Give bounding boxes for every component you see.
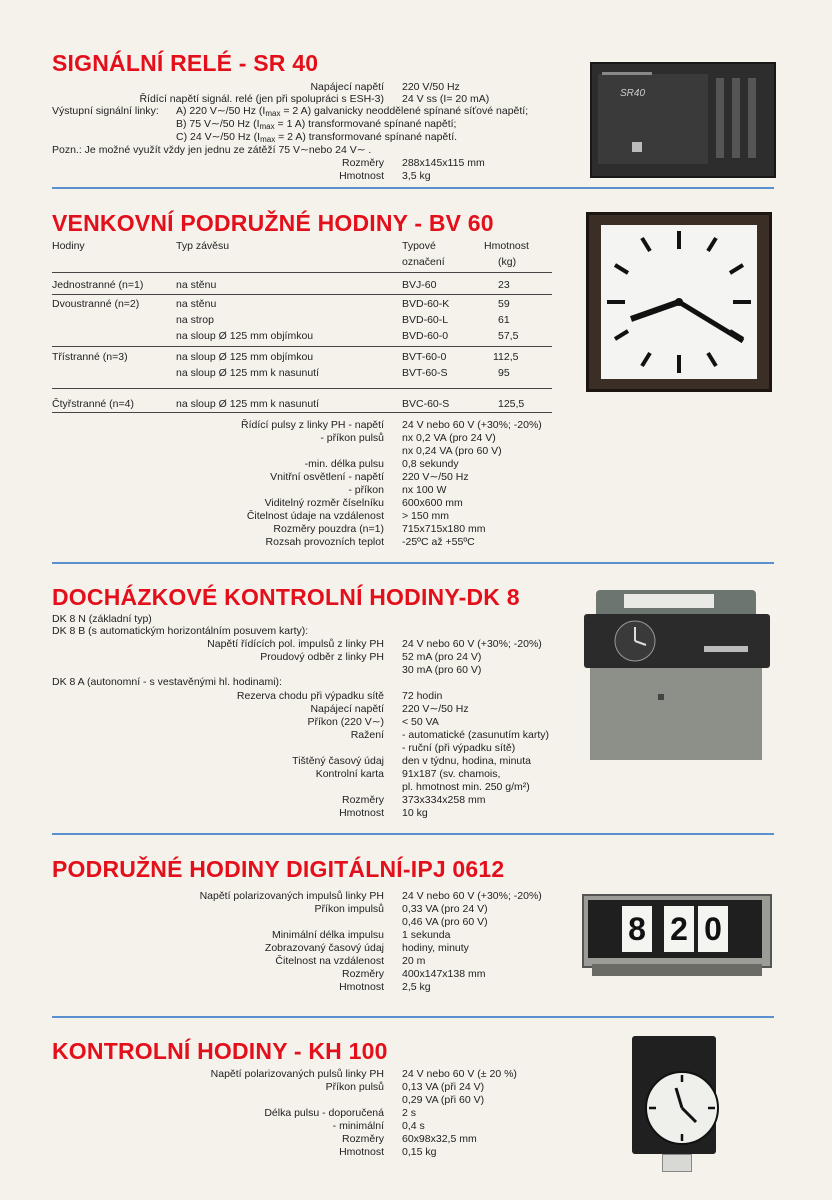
- table-rule: [52, 388, 552, 389]
- spec-label: Příkon (220 V∼): [307, 716, 384, 728]
- spec-label: Kontrolní karta: [315, 768, 384, 780]
- table-cell: BVJ-60: [402, 279, 437, 291]
- spec-value: 24 V nebo 60 V (+30%; -20%): [402, 890, 542, 902]
- spec-label: Napětí řídících pol. impulsů z linky PH: [207, 638, 384, 650]
- table-cell: BVD-60-L: [402, 314, 449, 326]
- digit: 2: [664, 906, 694, 952]
- spec-value: pl. hmotnost min. 250 g/m²): [402, 781, 530, 793]
- table-rule: [52, 412, 552, 413]
- table-cell: 59: [498, 298, 510, 310]
- spec-value: -25ºC až +55ºC: [402, 536, 475, 548]
- spec-value: 10 kg: [402, 807, 428, 819]
- table-cell: 61: [498, 314, 510, 326]
- spec-label: Napětí polarizovaných impulsů linky PH: [199, 890, 384, 902]
- table-rule: [52, 272, 552, 273]
- spec-label: Délka pulsu - doporučená: [264, 1107, 384, 1119]
- sr40-device-photo: [590, 62, 776, 178]
- spec-value: 288x145x115 mm: [402, 157, 485, 169]
- section-divider: [52, 562, 774, 564]
- table-rule: [52, 346, 552, 347]
- spec-value: 72 hodin: [402, 690, 443, 702]
- table-cell: 95: [498, 367, 510, 379]
- table-cell: 23: [498, 279, 510, 291]
- spec-value: 0,13 VA (při 24 V): [402, 1081, 485, 1093]
- spec-label: Hmotnost: [339, 170, 384, 182]
- spec-label: Rozměry pouzdra (n=1): [273, 523, 384, 535]
- spec-value: 0,29 VA (při 60 V): [402, 1094, 485, 1106]
- dk8-subtitle: DK 8 A (autonomní - s vestavěnými hl. hodinami):: [52, 676, 282, 688]
- spec-label: Napájecí napětí: [310, 81, 384, 93]
- col-header: Typové: [402, 240, 436, 252]
- spec-value: nx 0,24 VA (pro 60 V): [402, 445, 502, 457]
- table-cell: Dvoustranné (n=2): [52, 298, 140, 310]
- sr40-title: SIGNÁLNÍ RELÉ - SR 40: [52, 50, 319, 76]
- table-cell: Jednostranné (n=1): [52, 279, 144, 291]
- output-line-b: B) 75 V∼/50 Hz ($I_{max} = 1$ A) transformované spínané napětí;: [176, 118, 457, 131]
- table-cell: na stěnu: [176, 298, 217, 310]
- spec-value: 715x715x180 mm: [402, 523, 486, 535]
- spec-value: nx 0,2 VA (pro 24 V): [402, 432, 496, 444]
- section-divider: [52, 187, 774, 189]
- spec-label: Hmotnost: [339, 807, 384, 819]
- spec-value: den v týdnu, hodina, minuta: [402, 755, 532, 767]
- kh100-device-photo: [632, 1036, 718, 1172]
- spec-value: 0,46 VA (pro 60 V): [402, 916, 488, 928]
- spec-value: 373x334x258 mm: [402, 794, 486, 806]
- spec-value: - automatické (zasunutím karty): [402, 729, 550, 741]
- spec-label: Napětí polarizovaných pulsů linky PH: [210, 1068, 384, 1080]
- table-cell: BVT-60-S: [402, 367, 448, 379]
- dk8-title: DOCHÁZKOVÉ KONTROLNÍ HODINY-DK 8: [52, 584, 520, 610]
- bv60-title: VENKOVNÍ PODRUŽNÉ HODINY - BV 60: [52, 210, 494, 236]
- ipj-title: PODRUŽNÉ HODINY DIGITÁLNÍ-IPJ 0612: [52, 856, 505, 882]
- spec-value: hodiny, minuty: [402, 942, 469, 954]
- spec-value: 30 mA (pro 60 V): [402, 664, 482, 676]
- table-cell: BVD-60-K: [402, 298, 450, 310]
- table-cell: 112,5: [493, 351, 519, 363]
- spec-value: 24 V nebo 60 V (+30%; -20%): [402, 419, 542, 431]
- table-cell: Čtyřstranné (n=4): [52, 398, 134, 410]
- spec-value: 220 V∼/50 Hz: [402, 471, 469, 483]
- table-cell: na strop: [176, 314, 214, 326]
- output-line-a: A) 220 V∼/50 Hz ($I_{max} = 2$ A) galvanicky neoddělené spínané síťové napětí;: [176, 105, 529, 118]
- spec-label: Vnitřní osvětlení - napětí: [270, 471, 384, 483]
- col-header: (kg): [498, 256, 517, 268]
- spec-label: Čitelnost na vzdálenost: [275, 955, 384, 967]
- col-header: označení: [402, 256, 445, 268]
- spec-label: - příkon pulsů: [320, 432, 384, 444]
- kh100-title: KONTROLNÍ HODINY - KH 100: [52, 1038, 388, 1064]
- spec-value: 0,8 sekundy: [402, 458, 459, 470]
- spec-label: Viditelný rozměr číselníku: [264, 497, 384, 509]
- digit: 8: [622, 906, 652, 952]
- output-line-c: C) 24 V∼/50 Hz ($I_{max} = 2$ A) transformované spínané napětí.: [176, 131, 458, 144]
- spec-label: Ražení: [350, 729, 384, 741]
- table-cell: 125,5: [498, 398, 525, 410]
- col-header: Hmotnost: [484, 240, 529, 252]
- spec-value: 220 V/50 Hz: [402, 81, 460, 93]
- spec-value: 0,15 kg: [402, 1146, 437, 1158]
- spec-label: Příkon pulsů: [325, 1081, 384, 1093]
- spec-label: Rozměry: [341, 1133, 384, 1145]
- table-cell: BVC-60-S: [402, 398, 450, 410]
- spec-value: 24 V nebo 60 V (+30%; -20%): [402, 638, 542, 650]
- spec-value: < 50 VA: [402, 716, 439, 728]
- col-header: Typ závěsu: [176, 240, 230, 252]
- spec-value: 24 V ss (I= 20 mA): [402, 93, 490, 105]
- table-cell: na sloup Ø 125 mm k nasunutí: [176, 367, 319, 379]
- note: Pozn.: Je možné využít vždy jen jednu ze zátěží 75 V∼nebo 24 V∼ .: [52, 144, 372, 156]
- dk8-subtitle: DK 8 B (s automatickým horizontálním posuvem karty):: [52, 625, 309, 637]
- section-divider: [52, 1016, 774, 1018]
- spec-value: 600x600 mm: [402, 497, 463, 509]
- spec-label: Proudový odběr z linky PH: [260, 651, 384, 663]
- dk8-subtitle: DK 8 N (základní typ): [52, 613, 152, 625]
- spec-value: 2,5 kg: [402, 981, 431, 993]
- outputs-label: Výstupní signální linky:: [52, 105, 159, 117]
- spec-label: Rezerva chodu při výpadku sítě: [236, 690, 384, 702]
- ipj-device-photo: [582, 888, 772, 980]
- spec-value: 3,5 kg: [402, 170, 431, 182]
- clock-dial-icon: [610, 618, 660, 664]
- spec-value: - ruční (při výpadku sítě): [402, 742, 516, 754]
- spec-label: Napájecí napětí: [310, 703, 384, 715]
- spec-value: 60x98x32,5 mm: [402, 1133, 477, 1145]
- table-cell: na sloup Ø 125 mm objímkou: [176, 330, 314, 342]
- spec-value: nx 100 W: [402, 484, 447, 496]
- spec-label: Rozměry: [341, 794, 384, 806]
- spec-value: 20 m: [402, 955, 426, 967]
- spec-value: 0,4 s: [402, 1120, 425, 1132]
- spec-label: Čitelnost údaje na vzdálenost: [246, 510, 384, 522]
- spec-label: - minimální: [332, 1120, 384, 1132]
- spec-value: 24 V nebo 60 V (± 20 %): [402, 1068, 517, 1080]
- spec-label: Zobrazovaný časový údaj: [264, 942, 384, 954]
- section-divider: [52, 833, 774, 835]
- bv60-clock-photo: [586, 212, 772, 392]
- col-header: Hodiny: [52, 240, 85, 252]
- table-cell: na sloup Ø 125 mm k nasunutí: [176, 398, 319, 410]
- spec-value: 0,33 VA (pro 24 V): [402, 903, 488, 915]
- spec-value: > 150 mm: [402, 510, 449, 522]
- spec-value: 52 mA (pro 24 V): [402, 651, 482, 663]
- table-cell: na stěnu: [176, 279, 217, 291]
- digit: 0: [698, 906, 728, 952]
- spec-value: 400x147x138 mm: [402, 968, 486, 980]
- table-rule: [52, 294, 552, 295]
- dk8-device-photo: [580, 590, 772, 762]
- spec-label: -min. délka pulsu: [304, 458, 384, 470]
- spec-label: Minimální délka impulsu: [271, 929, 384, 941]
- spec-label: Hmotnost: [339, 1146, 384, 1158]
- spec-label: Tištěný časový údaj: [292, 755, 384, 767]
- spec-value: 91x187 (sv. chamois,: [402, 768, 501, 780]
- table-cell: Třístranné (n=3): [52, 351, 128, 363]
- spec-label: Řídící pulsy z linky PH - napětí: [241, 419, 384, 431]
- clock-face-icon: [589, 215, 769, 389]
- spec-value: 2 s: [402, 1107, 417, 1119]
- spec-label: Rozměry: [341, 157, 384, 169]
- table-cell: BVD-60-0: [402, 330, 449, 342]
- spec-label: Hmotnost: [339, 981, 384, 993]
- spec-label: Rozsah provozních teplot: [265, 536, 384, 548]
- table-cell: BVT-60-0: [402, 351, 447, 363]
- spec-value: 220 V∼/50 Hz: [402, 703, 469, 715]
- spec-label: Rozměry: [341, 968, 384, 980]
- spec-value: 1 sekunda: [402, 929, 451, 941]
- spec-label: - příkon: [348, 484, 384, 496]
- spec-label: Příkon impulsů: [314, 903, 384, 915]
- table-cell: na sloup Ø 125 mm objímkou: [176, 351, 314, 363]
- spec-label: Řídící napětí signál. relé (jen při spolupráci s ESH-3): [139, 93, 384, 105]
- table-cell: 57,5: [498, 330, 519, 342]
- clock-face-icon: [644, 1070, 720, 1146]
- device-label: SR40: [620, 88, 646, 99]
